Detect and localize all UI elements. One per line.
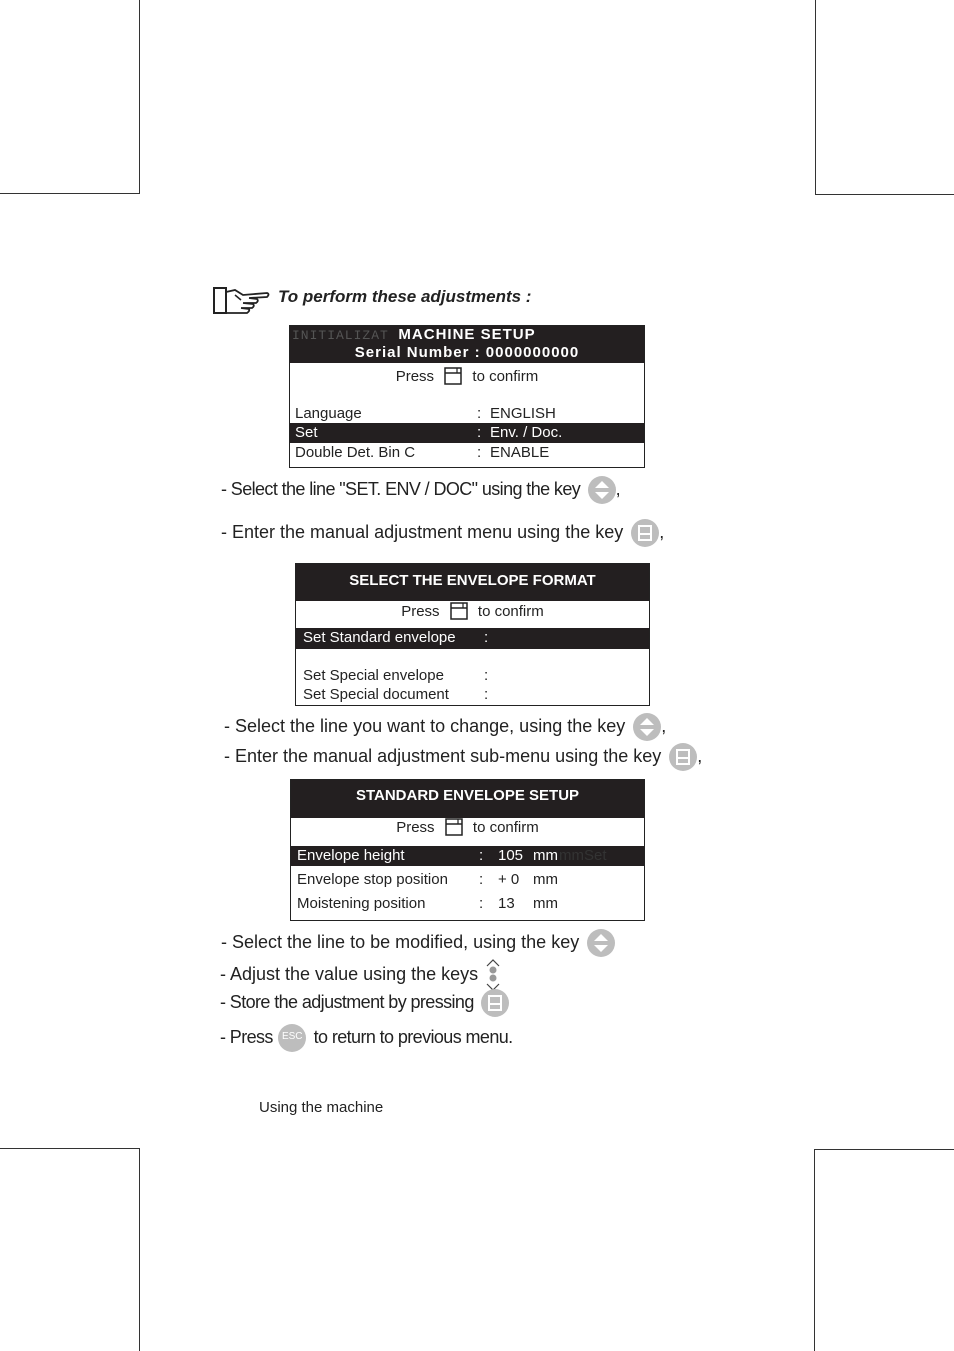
menu-row-special-document: Set Special document : — [303, 686, 489, 703]
crop-mark — [814, 1149, 815, 1351]
press-confirm-line — [291, 818, 644, 836]
select-envelope-format-panel — [295, 563, 650, 706]
up-down-arrow-key-icon — [587, 929, 615, 957]
machine-setup-panel — [289, 325, 645, 468]
up-down-arrow-key-icon — [588, 476, 616, 504]
up-down-arrow-key-icon — [633, 713, 661, 741]
crop-mark — [814, 1149, 954, 1150]
enter-key-icon — [631, 519, 659, 547]
serial-number: Serial Number : 0000000000 — [354, 344, 580, 361]
press-label: Press — [401, 603, 440, 620]
pointing-hand-icon — [213, 286, 271, 316]
menu-row-double-det: Double Det. Bin C : ENABLE — [295, 444, 550, 461]
ghost-text: INITIALIZAT — [292, 328, 389, 343]
press-label: Press — [395, 368, 435, 385]
crop-mark — [815, 0, 816, 195]
enter-key-icon — [450, 602, 468, 620]
instruction-adjust-value: - Adjust the value using the keys — [220, 958, 501, 992]
menu-row-standard-envelope: Set Standard envelope : — [296, 628, 649, 649]
panel-title: SELECT THE ENVELOPE FORMAT — [349, 572, 596, 589]
menu-row-envelope-height: Envelope height : 105 mm mmSet — [291, 846, 644, 866]
crop-mark — [139, 0, 140, 194]
panel-title: MACHINE SETUP — [398, 326, 536, 343]
enter-key-icon — [669, 743, 697, 771]
plus-minus-keys-icon — [485, 958, 501, 992]
panel-header — [291, 780, 644, 818]
menu-row-special-envelope: Set Special envelope : — [303, 667, 489, 684]
menu-row-language: Language : ENGLISH — [295, 405, 556, 422]
menu-row-moistening: Moistening position : 13 mm — [297, 895, 558, 912]
confirm-label: to confirm — [477, 603, 544, 620]
confirm-label: to confirm — [472, 819, 539, 836]
instruction-enter-submenu: - Enter the manual adjustment sub-menu using the key , — [224, 743, 702, 771]
instruction-select-change: - Select the line you want to change, using the key , — [224, 713, 666, 741]
instruction-enter-menu: - Enter the manual adjustment menu using the key , — [221, 519, 664, 547]
footer-text: Using the machine — [259, 1099, 384, 1116]
instruction-select-modify: - Select the line to be modified, using the key — [221, 929, 615, 957]
instruction-select-line: - Select the line "SET. ENV / DOC" using the key , — [221, 476, 620, 504]
press-confirm-line — [296, 602, 649, 620]
crop-mark — [0, 193, 140, 194]
panel-title: STANDARD ENVELOPE SETUP — [355, 787, 580, 804]
press-label: Press — [396, 819, 435, 836]
crop-mark — [815, 194, 954, 195]
enter-key-icon — [444, 367, 462, 385]
ghost-text: mmSet — [559, 847, 607, 864]
standard-envelope-setup-panel — [290, 779, 645, 921]
instruction-store: - Store the adjustment by pressing — [220, 989, 509, 1017]
crop-mark — [0, 1148, 140, 1149]
panel-header — [296, 564, 649, 601]
panel-header — [290, 326, 644, 363]
confirm-label: to confirm — [472, 368, 539, 385]
esc-key-icon: ESC — [278, 1024, 306, 1052]
menu-row-set: Set : Env. / Doc. — [290, 423, 644, 443]
enter-key-icon — [445, 818, 463, 836]
instruction-escape: - Press ESC to return to previous menu. — [220, 1024, 513, 1052]
menu-row-envelope-stop: Envelope stop position : + 0 mm — [297, 871, 558, 888]
enter-key-icon — [481, 989, 509, 1017]
section-heading: To perform these adjustments : — [278, 287, 532, 306]
press-confirm-line — [290, 367, 644, 385]
crop-mark — [139, 1148, 140, 1351]
